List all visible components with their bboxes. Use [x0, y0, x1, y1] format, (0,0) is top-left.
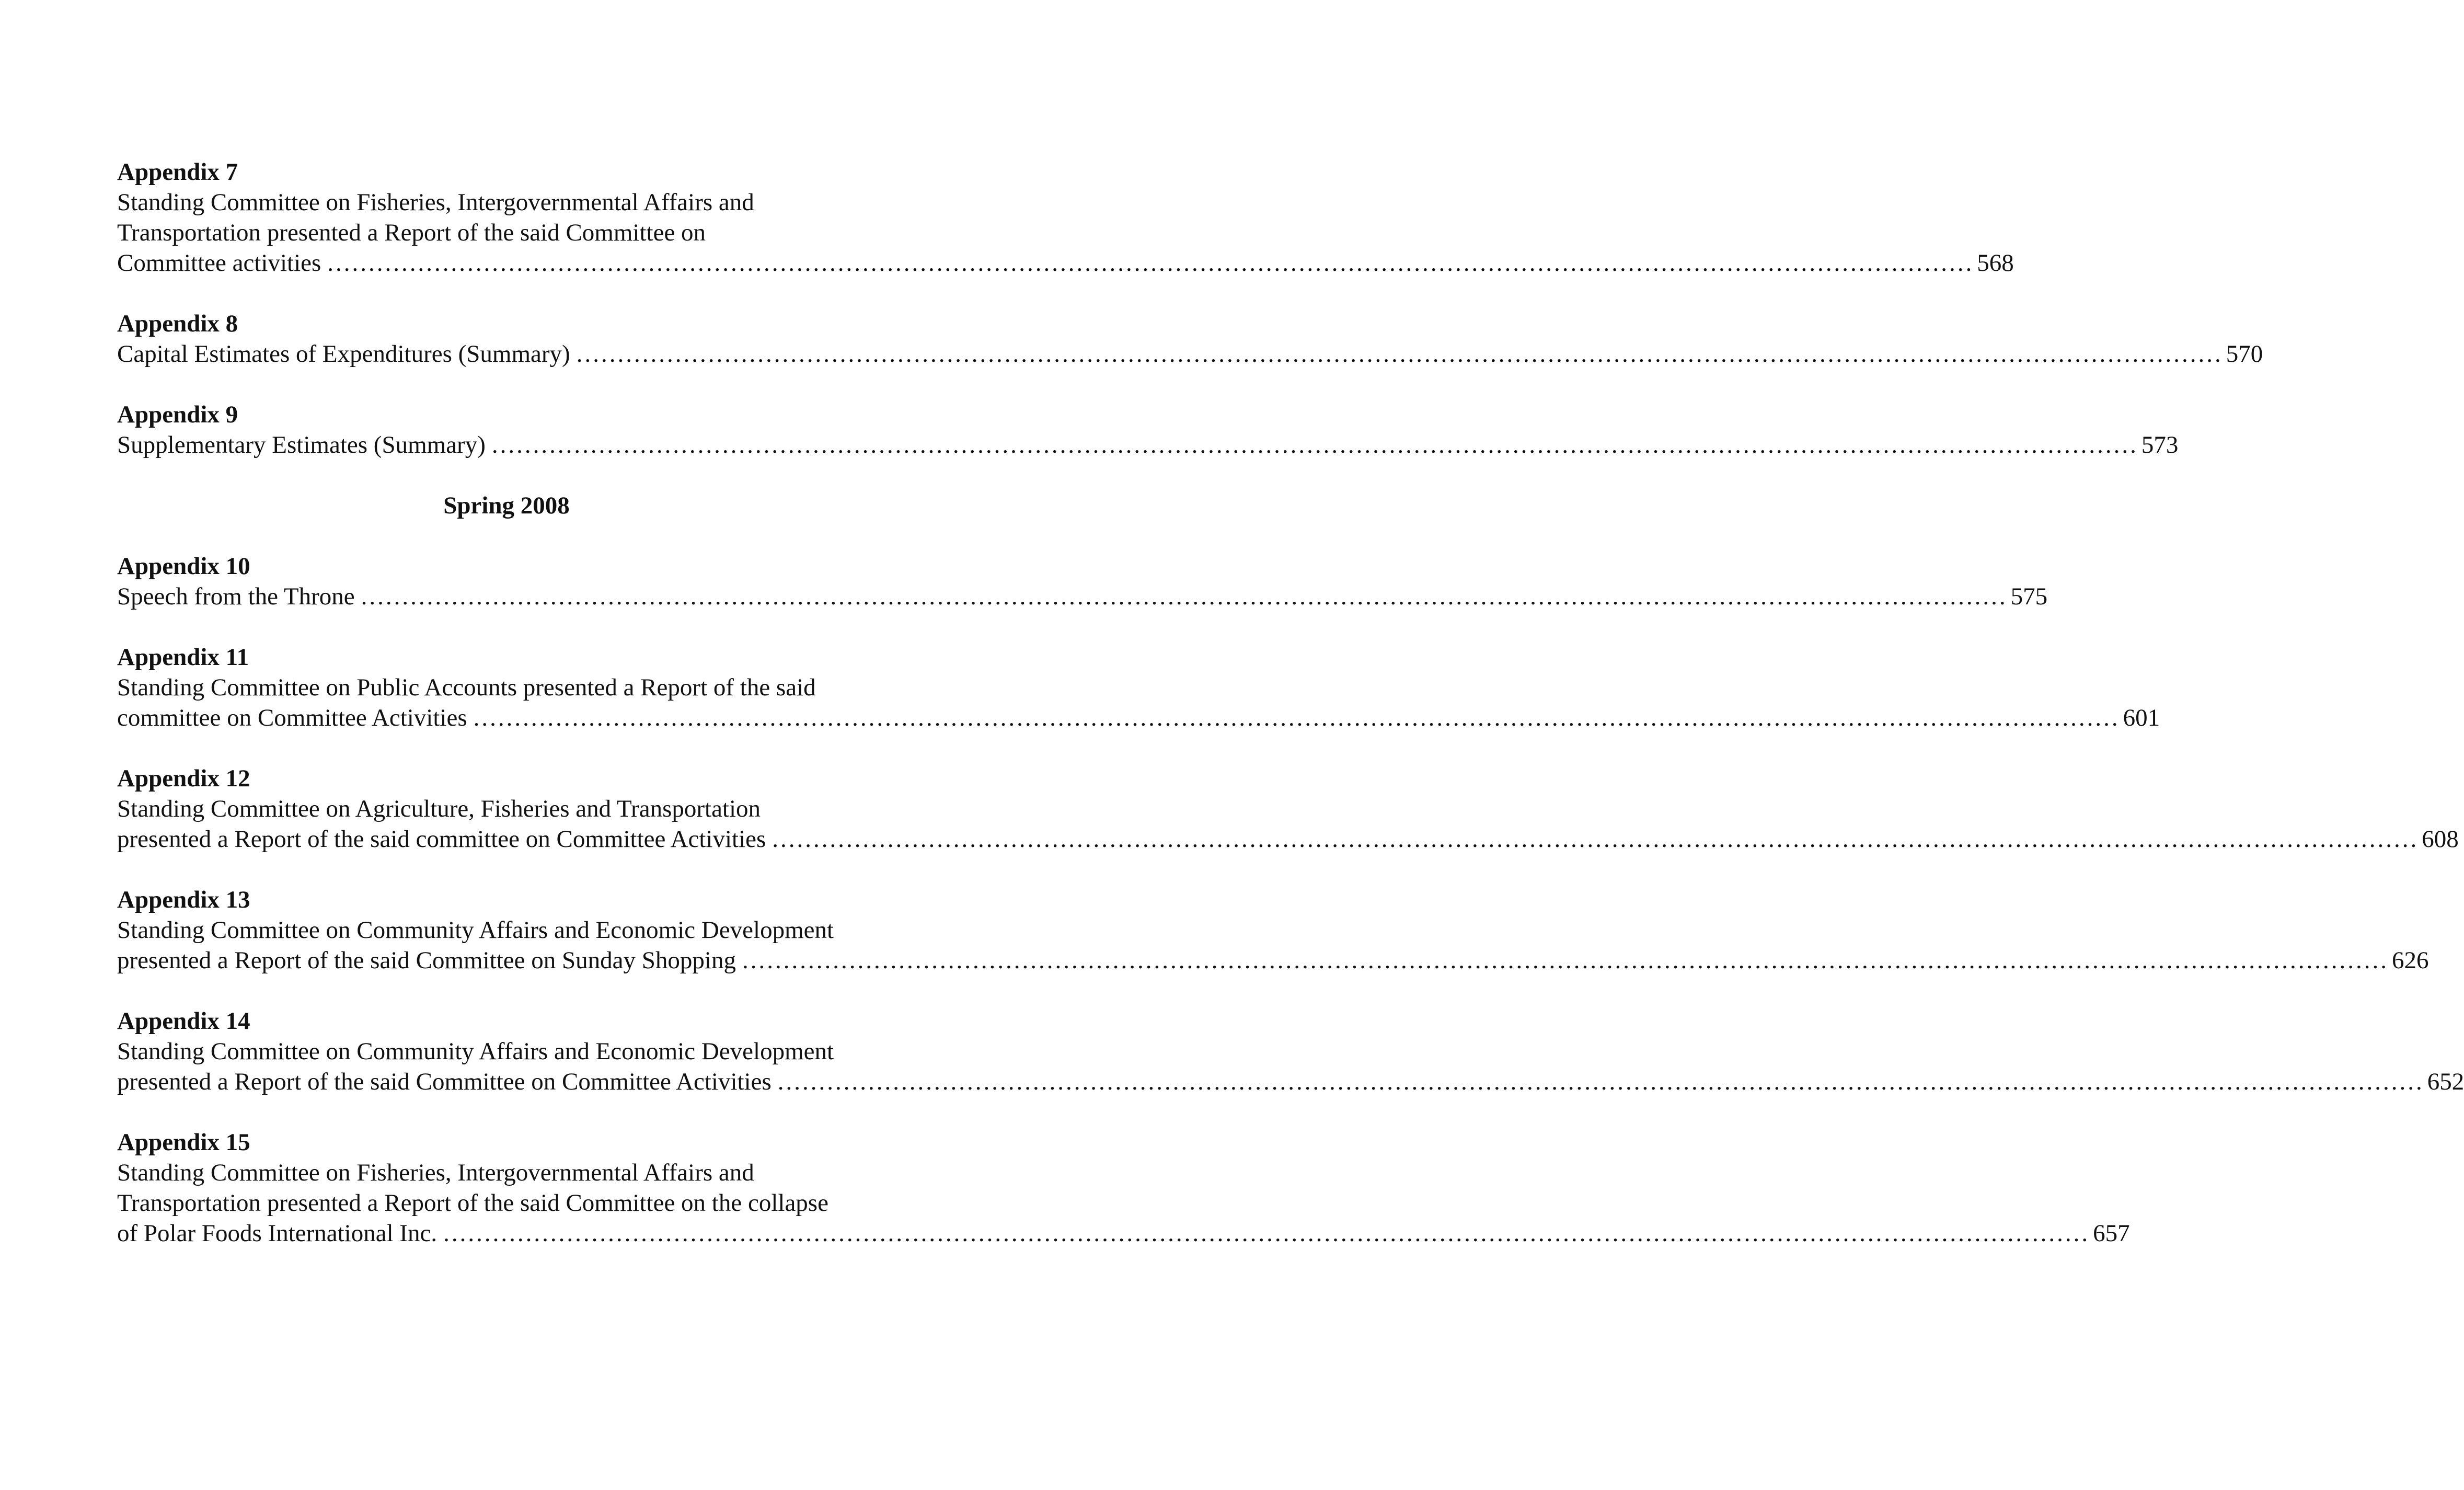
page-number: 608 [2422, 826, 2459, 853]
entry-text-line: Standing Committee on Community Affairs and Economic Development [117, 1038, 834, 1065]
dot-leader: ........................................................................................................................................................................................................ [361, 583, 2008, 610]
entry-text-line: presented a Report of the said committee on Committee Activities [117, 826, 766, 853]
entry-heading: Appendix 9 [117, 401, 238, 428]
entry-text-line: Standing Committee on Fisheries, Intergovernmental Affairs and [117, 1159, 754, 1186]
entry-text-line: presented a Report of the said Committee on Sunday Shopping [117, 947, 736, 974]
entry-final-line [117, 703, 2160, 733]
entry-final-line [117, 824, 2459, 854]
dot-leader: ........................................................................................................................................................................................................ [742, 947, 2389, 974]
entry-text-line: Standing Committee on Agriculture, Fisheries and Transportation [117, 795, 761, 822]
toc-entry-appendix-7 [117, 157, 2014, 278]
dot-leader: ........................................................................................................................................................................................................ [777, 1068, 2424, 1095]
page-number: 573 [2141, 431, 2179, 459]
toc-entry-appendix-8 [117, 308, 2263, 369]
entry-final-line [117, 945, 2429, 976]
toc-entry-appendix-12 [117, 763, 2459, 854]
section-heading: Spring 2008 [443, 492, 570, 519]
toc-entry-appendix-9 [117, 399, 2179, 460]
entry-final-line [117, 339, 2263, 369]
toc-entry-appendix-11 [117, 642, 2160, 733]
entry-text-line: Transportation presented a Report of the said Committee on the collapse [117, 1189, 828, 1217]
entry-heading: Appendix 14 [117, 1007, 250, 1035]
entry-text-line: Speech from the Throne [117, 583, 355, 610]
page-number: 601 [2123, 704, 2160, 731]
entry-text-line: presented a Report of the said Committee on Committee Activities [117, 1068, 772, 1095]
dot-leader: ........................................................................................................................................................................................................ [443, 1220, 2090, 1247]
entry-final-line [117, 581, 2048, 612]
entry-final-line [117, 1218, 2130, 1248]
entry-heading: Appendix 7 [117, 158, 238, 186]
dot-leader: ........................................................................................................................................................................................................ [772, 826, 2419, 853]
toc-page [117, 157, 2464, 1279]
entry-text-line: Supplementary Estimates (Summary) [117, 431, 486, 459]
entry-text-line: Transportation presented a Report of the said Committee on [117, 219, 706, 246]
toc-entry-appendix-14 [117, 1006, 2464, 1097]
toc-entry-appendix-15 [117, 1127, 2130, 1248]
page-number: 568 [1977, 249, 2014, 277]
entry-heading: Appendix 15 [117, 1129, 250, 1156]
entry-final-line [117, 430, 2179, 460]
dot-leader: ........................................................................................................................................................................................................ [473, 704, 2120, 731]
dot-leader: ........................................................................................................................................................................................................ [327, 249, 1974, 277]
toc-entry-appendix-10 [117, 551, 2048, 612]
toc-entry-appendix-13 [117, 885, 2429, 976]
page-number: 626 [2391, 947, 2429, 974]
entry-final-line [117, 248, 2014, 278]
entry-text-line: Standing Committee on Community Affairs and Economic Development [117, 916, 834, 944]
entry-heading: Appendix 13 [117, 886, 250, 913]
entry-heading: Appendix 11 [117, 644, 249, 671]
entry-text-line: Standing Committee on Fisheries, Intergovernmental Affairs and [117, 189, 754, 216]
entry-heading: Appendix 12 [117, 765, 250, 792]
page-number: 570 [2226, 340, 2263, 368]
dot-leader: ........................................................................................................................................................................................................ [491, 431, 2138, 459]
page-number: 575 [2010, 583, 2048, 610]
entry-text-line: Committee activities [117, 249, 321, 277]
page-number: 657 [2093, 1220, 2130, 1247]
entry-heading: Appendix 10 [117, 553, 250, 580]
page-number: 652 [2427, 1068, 2464, 1095]
entry-final-line [117, 1067, 2464, 1097]
entry-text-line: Capital Estimates of Expenditures (Summary) [117, 340, 570, 368]
entry-text-line: of Polar Foods International Inc. [117, 1220, 437, 1247]
entry-text-line: Standing Committee on Public Accounts presented a Report of the said [117, 674, 816, 701]
entry-text-line: committee on Committee Activities [117, 704, 467, 731]
entry-heading: Appendix 8 [117, 310, 238, 337]
dot-leader: ........................................................................................................................................................................................................ [576, 340, 2223, 368]
